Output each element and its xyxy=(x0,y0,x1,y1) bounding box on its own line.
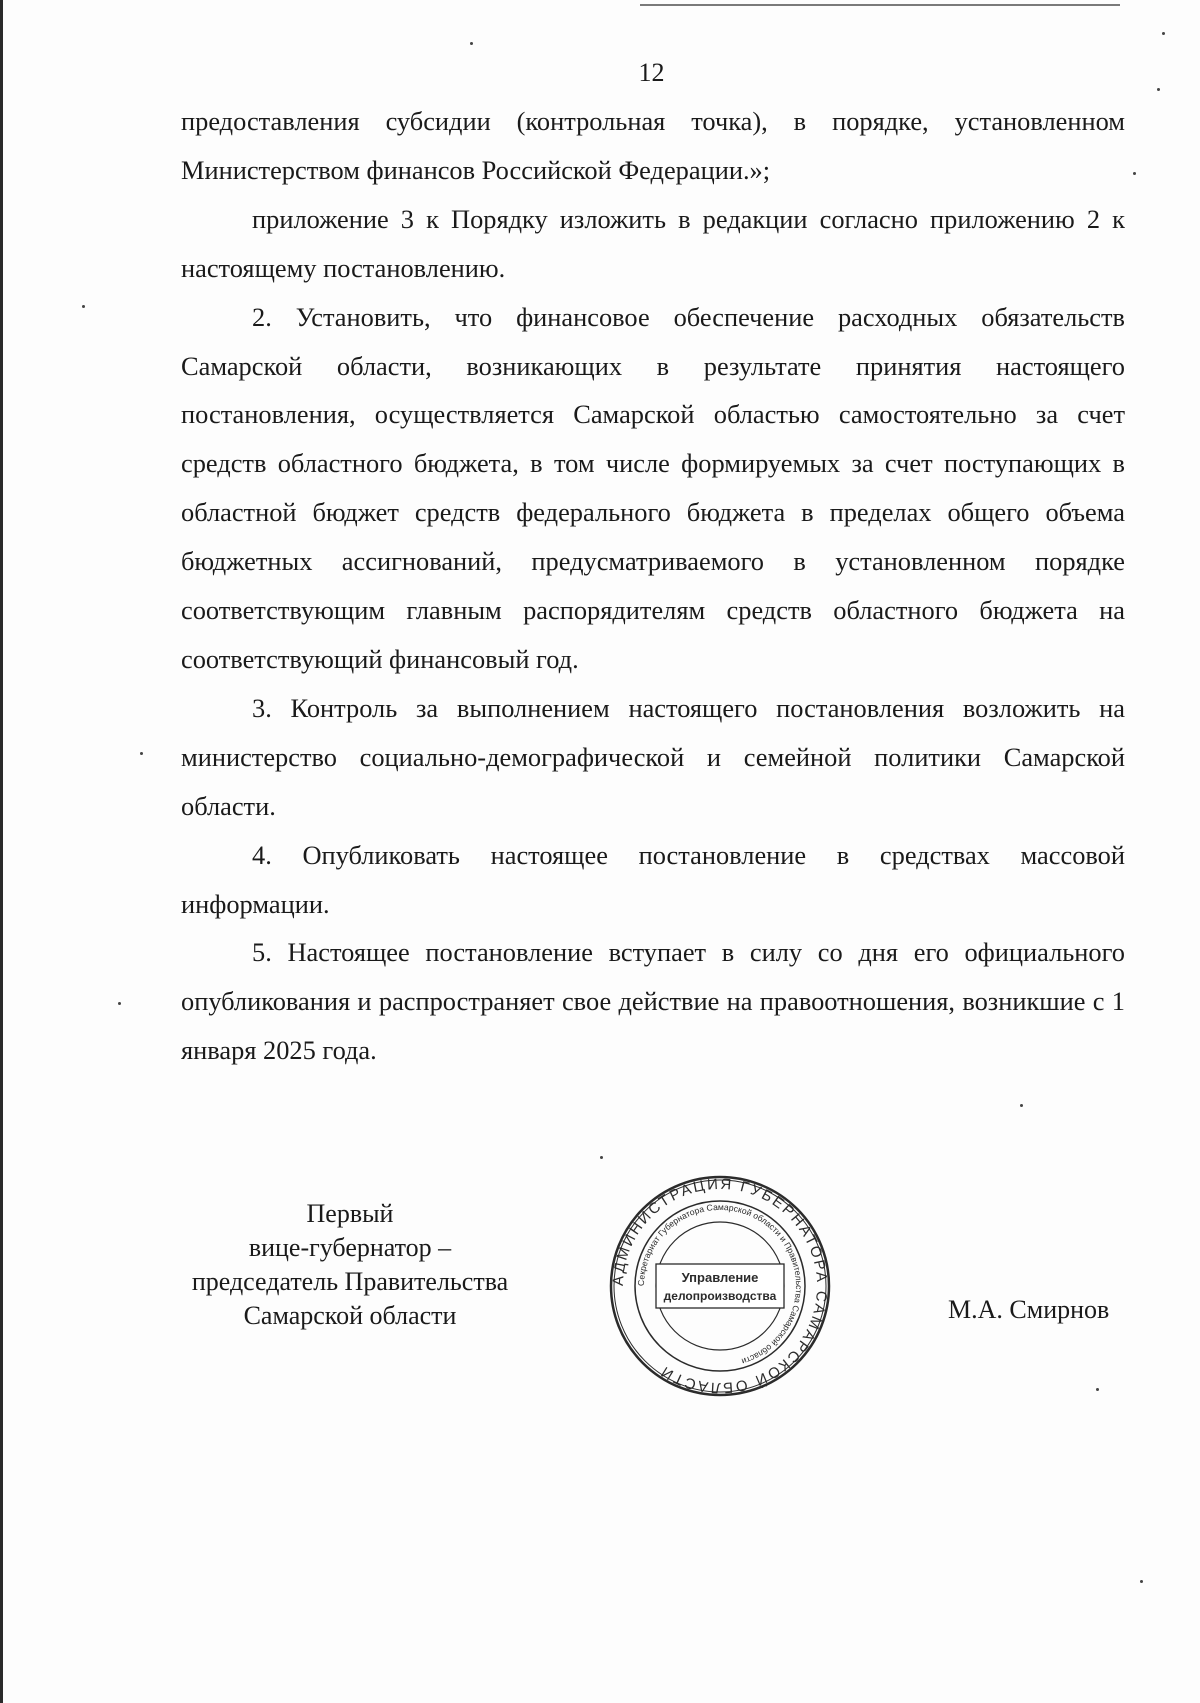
signatory-title xyxy=(175,1197,525,1333)
page-number: 12 xyxy=(638,58,665,87)
paragraph-item-3: 3. Контроль за выполнением настоящего постановления возложить на министерство социально-демографической и семейной политики Самарской области. xyxy=(181,692,1125,821)
paragraph-continuation: предоставления субсидии (контрольная точка), в порядке, установленном Министерством финансов Российской Федерации.»; xyxy=(181,106,1125,185)
signatory-name: М.А. Смирнов xyxy=(948,1295,1110,1324)
scan-speck xyxy=(140,752,143,755)
scan-speck xyxy=(118,1002,121,1005)
signatory-title-line: председатель Правительства xyxy=(191,1267,509,1296)
signatory-title-line: вице-губернатор – xyxy=(248,1233,452,1262)
paragraph-item-4: 4. Опубликовать настоящее постановление в средствах массовой информации. xyxy=(181,839,1125,919)
scan-top-rule xyxy=(640,4,1120,6)
seal-inner-text: Секретариат Губернатора Самарской области и Правительства Самарской области xyxy=(635,1201,805,1367)
scan-speck xyxy=(1162,32,1165,35)
scan-left-edge xyxy=(0,0,3,1703)
paragraph-item-2: 2. Установить, что финансовое обеспечение расходных обязательств Самарской области, возникающих в результате принятия настоящего постановления, осуществляется Самарской областью самостоятельно за счет средств областного бюджета, в том числе формируемых за счет поступающих в областной бюджет средств федерального бюджета в пределах общего объема бюджетных ассигнований, предусматриваемого в установленном порядке соответствующим главным распорядителям средств областного бюджета на соответствующий финансовый год. xyxy=(181,301,1125,674)
seal-center-line-2: делопроизводства xyxy=(663,1289,777,1303)
scan-speck xyxy=(82,305,85,308)
scan-speck xyxy=(1157,88,1160,91)
paragraph-appendix-3: приложение 3 к Порядку изложить в редакции согласно приложению 2 к настоящему постановлению. xyxy=(181,203,1125,283)
paragraph-item-5: 5. Настоящее постановление вступает в силу со дня его официального опубликования и распространяет свое действие на правоотношения, возникшие с 1 января 2025 года. xyxy=(181,937,1125,1066)
scan-speck xyxy=(1140,1580,1143,1583)
signatory-title-line: Самарской области xyxy=(243,1301,457,1330)
decree-body xyxy=(181,97,1125,1075)
signatory-title-line: Первый xyxy=(306,1199,394,1228)
scan-speck xyxy=(470,42,473,45)
official-seal xyxy=(608,1174,832,1398)
scan-speck xyxy=(1133,172,1136,175)
seal-outer-text: АДМИНИСТРАЦИЯ ГУБЕРНАТОРА САМАРСКОЙ ОБЛАСТИ xyxy=(609,1175,831,1397)
scan-speck xyxy=(600,1156,603,1159)
scan-speck xyxy=(1096,1388,1099,1391)
seal-center-line-1: Управление xyxy=(681,1270,759,1285)
scan-speck xyxy=(1020,1104,1023,1107)
